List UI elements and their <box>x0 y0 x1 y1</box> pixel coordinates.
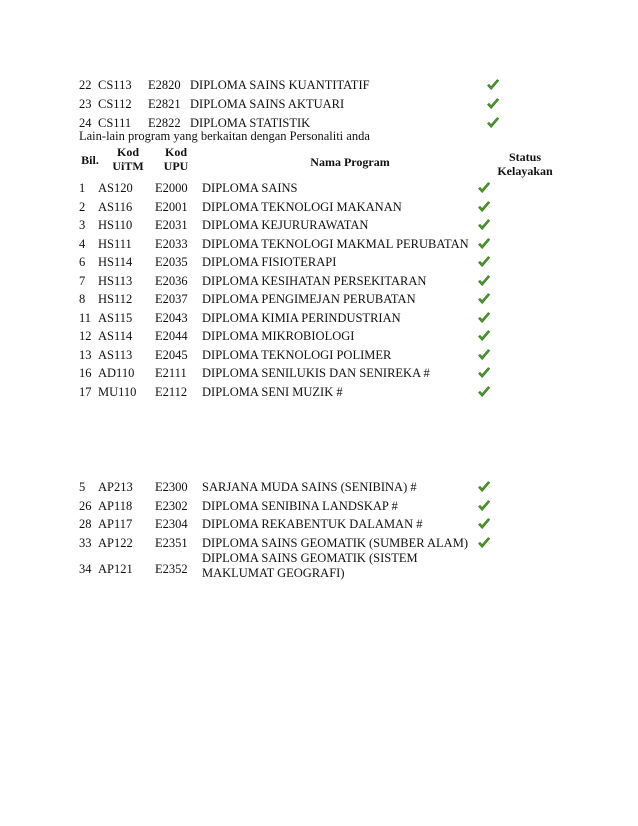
check-icon <box>477 311 491 325</box>
cell-bil: 22 <box>79 78 92 92</box>
cell-program: DIPLOMA STATISTIK <box>190 116 311 130</box>
table-row <box>0 290 638 308</box>
cell-kod-uitm: MU110 <box>98 384 137 399</box>
table-row <box>0 198 638 216</box>
cell-kod-upu: E2036 <box>155 273 188 288</box>
cell-kod-uitm: AS113 <box>98 347 133 362</box>
cell-bil: 5 <box>79 480 86 494</box>
check-icon <box>477 536 491 550</box>
cell-bil: 4 <box>79 236 86 251</box>
cell-kod-upu: E2045 <box>155 347 188 362</box>
cell-bil: 34 <box>79 562 92 576</box>
table-row <box>0 364 638 382</box>
cell-kod-upu: E2820 <box>148 78 181 92</box>
header-program: Nama Program <box>310 155 390 169</box>
cell-program: DIPLOMA TEKNOLOGI POLIMER <box>202 347 392 362</box>
cell-kod-upu: E2822 <box>148 116 181 130</box>
cell-kod-upu: E2302 <box>155 498 188 513</box>
cell-kod-uitm: AS120 <box>98 181 133 195</box>
header-kod-upu-line2: UPU <box>163 159 189 173</box>
header-status-line1: Status <box>508 150 541 164</box>
table-row <box>0 497 638 515</box>
check-icon <box>477 385 491 399</box>
cell-kod-uitm: HS110 <box>98 218 133 232</box>
cell-kod-upu: E2351 <box>155 535 188 550</box>
table-row <box>0 235 638 253</box>
cell-program: DIPLOMA TEKNOLOGI MAKMAL PERUBATAN <box>202 236 469 251</box>
table-row <box>0 309 638 327</box>
header-kod-uitm-line1: Kod <box>116 145 139 159</box>
cell-kod-upu: E2000 <box>155 181 188 195</box>
check-icon <box>477 329 491 343</box>
cell-kod-upu: E2304 <box>155 517 188 531</box>
cell-program: DIPLOMA SAINS KUANTITATIF <box>190 78 370 92</box>
cell-kod-upu: E2044 <box>155 329 188 343</box>
header-status <box>485 150 565 178</box>
cell-kod-upu: E2035 <box>155 255 188 269</box>
cell-kod-uitm: HS112 <box>98 292 133 306</box>
cell-program: DIPLOMA SENILUKIS DAN SENIREKA # <box>202 366 430 380</box>
cell-kod-uitm: AP122 <box>98 535 133 550</box>
cell-bil: 17 <box>79 384 92 399</box>
table-row <box>0 76 638 94</box>
cell-program: DIPLOMA SAINS GEOMATIK (SISTEM MAKLUMAT GEOGRAFI) <box>202 551 418 580</box>
cell-bil: 1 <box>79 181 86 195</box>
check-icon <box>477 181 491 195</box>
cell-bil: 26 <box>79 498 92 513</box>
cell-kod-upu: E2352 <box>155 562 188 576</box>
cell-kod-uitm: AP117 <box>98 517 133 531</box>
cell-bil: 11 <box>79 310 92 325</box>
check-icon <box>486 97 500 111</box>
cell-kod-uitm: HS114 <box>98 255 133 269</box>
cell-kod-uitm: HS111 <box>98 236 132 251</box>
cell-bil: 23 <box>79 97 92 111</box>
check-icon <box>477 499 491 513</box>
cell-bil: 3 <box>79 218 86 232</box>
table-row <box>0 95 638 113</box>
check-icon <box>477 292 491 306</box>
header-kod-uitm <box>104 145 152 173</box>
table-row <box>0 179 638 197</box>
cell-program: DIPLOMA KESIHATAN PERSEKITARAN <box>202 273 427 288</box>
table-row <box>0 272 638 290</box>
cell-kod-uitm: AP213 <box>98 480 133 494</box>
cell-program: DIPLOMA KIMIA PERINDUSTRIAN <box>202 310 401 325</box>
cell-program: DIPLOMA SENI MUZIK # <box>202 384 343 399</box>
cell-program: DIPLOMA PENGIMEJAN PERUBATAN <box>202 292 416 306</box>
check-icon <box>477 200 491 214</box>
cell-bil: 24 <box>79 116 92 130</box>
check-icon <box>477 255 491 269</box>
cell-bil: 2 <box>79 199 86 214</box>
cell-program: DIPLOMA FISIOTERAPI <box>202 255 337 269</box>
cell-program: DIPLOMA SAINS <box>202 181 298 195</box>
cell-bil: 16 <box>79 366 92 380</box>
table-row <box>0 515 638 533</box>
check-icon <box>477 237 491 251</box>
check-icon <box>477 348 491 362</box>
header-kod-upu-line1: Kod <box>164 145 187 159</box>
check-icon <box>477 218 491 232</box>
cell-kod-upu: E2821 <box>148 97 181 111</box>
cell-kod-uitm: HS113 <box>98 273 133 288</box>
table-row <box>0 551 638 580</box>
cell-program: DIPLOMA SAINS GEOMATIK (SUMBER ALAM) <box>202 535 468 550</box>
cell-kod-uitm: AP121 <box>98 562 133 576</box>
cell-bil: 8 <box>79 292 86 306</box>
cell-bil: 13 <box>79 347 92 362</box>
cell-bil: 6 <box>79 255 86 269</box>
cell-kod-uitm: AP118 <box>98 498 133 513</box>
table-row <box>0 216 638 234</box>
cell-bil: 7 <box>79 273 86 288</box>
table-row <box>0 346 638 364</box>
cell-kod-uitm: CS112 <box>98 97 132 111</box>
table-row <box>0 383 638 401</box>
cell-kod-upu: E2300 <box>155 480 188 494</box>
cell-program: DIPLOMA SAINS AKTUARI <box>190 97 345 111</box>
cell-kod-upu: E2043 <box>155 310 188 325</box>
table-row <box>0 478 638 496</box>
cell-program: SARJANA MUDA SAINS (SENIBINA) # <box>202 480 417 494</box>
table-row <box>0 534 638 552</box>
check-icon <box>477 366 491 380</box>
cell-bil: 12 <box>79 329 92 343</box>
table-row <box>0 327 638 345</box>
cell-kod-upu: E2031 <box>155 218 188 232</box>
cell-kod-upu: E2033 <box>155 236 188 251</box>
check-icon <box>486 78 500 92</box>
header-kod-upu <box>152 145 200 173</box>
cell-kod-upu: E2037 <box>155 292 188 306</box>
cell-kod-uitm: CS111 <box>98 116 132 130</box>
cell-bil: 33 <box>79 535 92 550</box>
cell-program: DIPLOMA REKABENTUK DALAMAN # <box>202 517 423 531</box>
cell-kod-uitm: CS113 <box>98 78 132 92</box>
cell-kod-uitm: AS116 <box>98 199 133 214</box>
check-icon <box>486 116 500 130</box>
header-bil: Bil. <box>81 153 99 167</box>
cell-program: DIPLOMA KEJURURAWATAN <box>202 218 369 232</box>
intro-text: Lain-lain program yang berkaitan dengan Personaliti anda <box>79 129 370 143</box>
check-icon <box>477 480 491 494</box>
cell-kod-uitm: AS115 <box>98 310 133 325</box>
table-row <box>0 253 638 271</box>
cell-kod-upu: E2001 <box>155 199 188 214</box>
cell-kod-uitm: AS114 <box>98 329 133 343</box>
cell-kod-uitm: AD110 <box>98 366 135 380</box>
cell-bil: 28 <box>79 517 92 531</box>
cell-program: DIPLOMA MIKROBIOLOGI <box>202 329 355 343</box>
cell-kod-upu: E2111 <box>155 366 187 380</box>
header-kod-uitm-line2: UiTM <box>112 159 144 173</box>
cell-kod-upu: E2112 <box>155 384 188 399</box>
check-icon <box>477 517 491 531</box>
check-icon <box>477 274 491 288</box>
header-status-line2: Kelayakan <box>497 164 553 178</box>
cell-program: DIPLOMA TEKNOLOGI MAKANAN <box>202 199 402 214</box>
cell-program: DIPLOMA SENIBINA LANDSKAP # <box>202 498 398 513</box>
